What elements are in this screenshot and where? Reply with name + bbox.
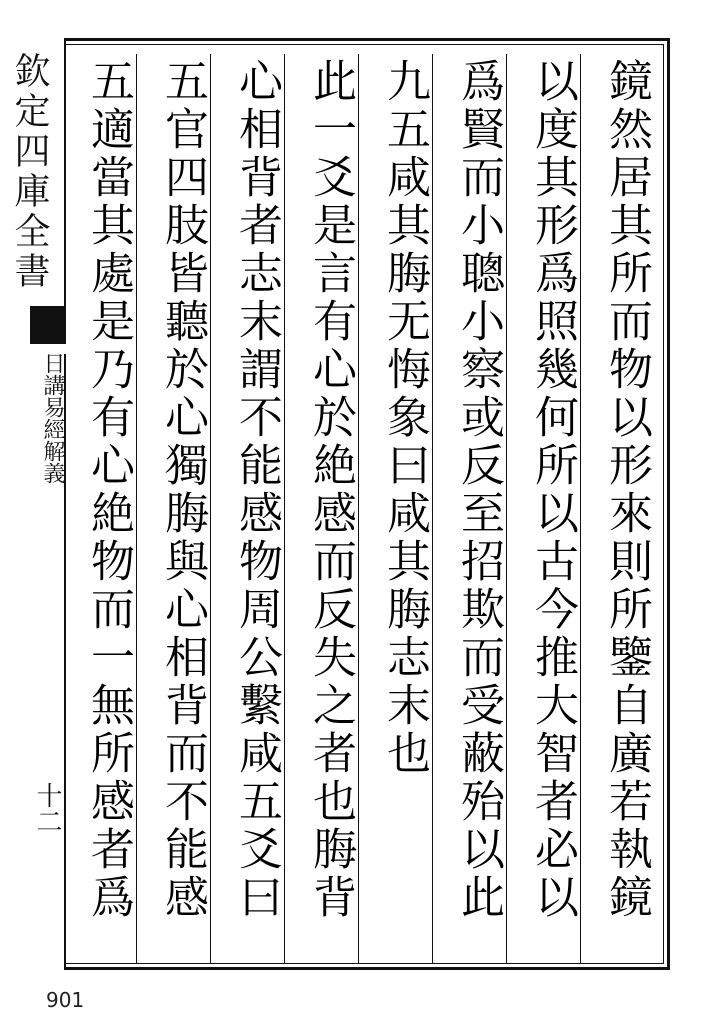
collection-title: 欽定四庫全書: [9, 52, 50, 292]
text-column: 九五咸其脢无悔象曰咸其脢志末也: [379, 58, 430, 778]
text-column: 五適當其處是乃有心絶物而一無所感者爲: [83, 58, 134, 922]
page-number: 十二: [32, 782, 62, 834]
text-column: 心相背者志末謂不能感物周公繫咸五爻曰: [231, 58, 282, 922]
fishtail-mark: [30, 306, 66, 342]
text-column: 五官四肢皆聽於心獨脢與心相背而不能感: [157, 58, 208, 922]
text-column: 以度其形爲照幾何所以古今推大智者必以: [527, 58, 578, 922]
folio-number: 901: [46, 988, 85, 1012]
text-column: 此一爻是言有心於絶感而反失之者也脢背: [305, 58, 356, 922]
book-title: 日講易經解義: [40, 352, 65, 484]
text-column: 爲賢而小聰小察或反至招欺而受蔽殆以此: [453, 58, 504, 922]
text-column: 鏡然居其所而物以形來則所鑒自廣若執鏡: [601, 58, 652, 922]
